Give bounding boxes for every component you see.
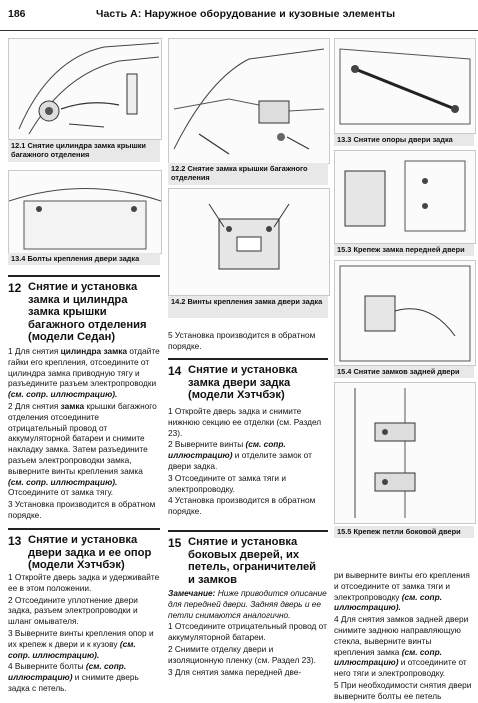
- section-number: 13: [8, 534, 22, 548]
- figure-12-1: [8, 38, 162, 140]
- caption-15-5: 15.5 Крепеж петли боковой двери: [334, 526, 474, 538]
- paragraph: 2 Для снятия замка крышки багажного отделения отсоедините отрицательный провод от аккумуляторной батареи и снимите накладку замка. Затем разъедините разъем электропроводки замка, выверните винты крепления замка (см. сопр. иллюстрацию). Отсоедините от замка тягу.: [8, 400, 157, 498]
- tailgate-strut-drawing: [335, 39, 475, 133]
- tailgate-hinge-bolts-drawing: [9, 171, 161, 253]
- caption-12-1: 12.1 Снятие цилиндра замка крышки багажного отделения: [8, 140, 160, 162]
- trunk-lock-cylinder-drawing: [9, 39, 161, 139]
- paragraph: 3 Выверните винты крепления опор и их крепеж к двери и к кузову (см. сопр. иллюстрацию).: [8, 627, 154, 660]
- note: Замечание: Ниже приводится описание для передней двери. Задняя дверь и ее петли снимаются аналогично.: [168, 588, 327, 620]
- section-12-text: [8, 346, 160, 522]
- front-door-lock-drawing: [335, 151, 475, 243]
- caption-15-3: 15.3 Крепеж замка передней двери: [334, 244, 474, 256]
- section-13-text: [8, 572, 160, 695]
- section-title: Снятие и установка замка и цилиндра замка крышки багажного отделения (модели Седан): [28, 281, 147, 344]
- section-title: Снятие и установка двери задка и ее опор (модели Хэтчбэк): [28, 534, 152, 572]
- section-15-text-cont: [334, 570, 474, 703]
- paragraph: 1 Для снятия цилиндра замка отдайте гайки его крепления, отсоедините от цилиндра замка приводную тягу и разъедините разъем электропроводки (см. сопр. иллюстрацию).: [8, 346, 160, 400]
- tailgate-lock-screws-drawing: [169, 189, 329, 295]
- paragraph: 1 Откройте дверь задка и снимите нижнюю секцию ее отделки (см. Раздел 23).: [168, 406, 322, 438]
- paragraph: 3 Для снятия замка передней две-: [168, 666, 302, 677]
- section-title: Снятие и установка боковых дверей, их петель, ограничителей и замков: [188, 536, 317, 586]
- caption-13-3: 13.3 Снятие опоры двери задка: [334, 134, 474, 146]
- section-14-text: [168, 406, 328, 518]
- figure-15-3: [334, 150, 476, 244]
- section-12-heading: [8, 275, 160, 344]
- paragraph: 3 Отсоедините от замка тяги и электропроводку.: [168, 472, 286, 494]
- caption-14-2: 14.2 Винты крепления замка двери задка: [168, 296, 328, 318]
- paragraph: 1 Отсоедините отрицательный провод от аккумуляторной батареи.: [168, 621, 327, 643]
- page-number: 186: [8, 8, 26, 20]
- section-15-text: [168, 588, 328, 678]
- rear-door-locks-drawing: [335, 261, 475, 365]
- figure-15-5: [334, 382, 476, 524]
- caption-15-4: 15.4 Снятие замков задней двери: [334, 366, 474, 378]
- caption-12-2: 12.2 Снятие замка крышки багажного отделения: [168, 163, 328, 185]
- paragraph: 4 Для снятия замков задней двери снимите заднюю направляющую стекла, выверните винты крепления замка (см. сопр. иллюстрацию) и отсоедините от него тяги и электропроводку.: [334, 614, 469, 679]
- figure-12-2: [168, 38, 330, 164]
- paragraph: 2 Отсоедините уплотнение двери задка, разъем электропроводки и шланг омывателя.: [8, 594, 138, 627]
- section-number: 12: [8, 281, 22, 295]
- paragraph: 2 Выверните винты (см. сопр. иллюстрацию) и отделите замок от двери задка.: [168, 439, 312, 471]
- paragraph: 1 Откройте дверь задка и удерживайте ее в этом положении.: [8, 572, 160, 593]
- figure-13-3: [334, 38, 476, 134]
- paragraph: ри выверните винты его крепления и отсоедините от замка тяги и электропроводку (см. сопр. иллюстрацию).: [334, 570, 470, 613]
- section-number: 14: [168, 364, 182, 378]
- side-door-hinge-drawing: [335, 383, 475, 523]
- figure-15-4: [334, 260, 476, 366]
- paragraph: 4 Установка производится в обратном порядке.: [168, 495, 316, 517]
- page-title: Часть А: Наружное оборудование и кузовные элементы: [96, 8, 396, 20]
- paragraph: 3 Установка производится в обратном порядке.: [8, 499, 156, 520]
- page-header: [0, 0, 478, 31]
- section-13-heading: [8, 528, 160, 573]
- paragraph: 5 Установка производится в обратном порядке.: [168, 330, 316, 351]
- caption-13-4: 13.4 Болты крепления двери задка: [8, 253, 160, 265]
- paragraph: 4 Выверните болты (см. сопр. иллюстрацию) и снимите дверь задка с петель.: [8, 661, 139, 693]
- paragraph: 2 Снимите отделку двери и изоляционную пленку (см. Раздел 23).: [168, 643, 316, 665]
- paragraph: 5 При необходимости снятия двери выверните болты ее петель: [334, 679, 472, 701]
- figure-14-2: [168, 188, 330, 296]
- section-15-heading: [168, 530, 328, 591]
- section-title: Снятие и установка замка двери задка (модели Хэтчбэк): [188, 364, 298, 402]
- section-number: 15: [168, 536, 182, 550]
- figure-13-4: [8, 170, 162, 254]
- section-14-heading: [168, 358, 328, 407]
- trunk-lock-drawing: [169, 39, 329, 163]
- section-12-text-cont: [168, 330, 328, 353]
